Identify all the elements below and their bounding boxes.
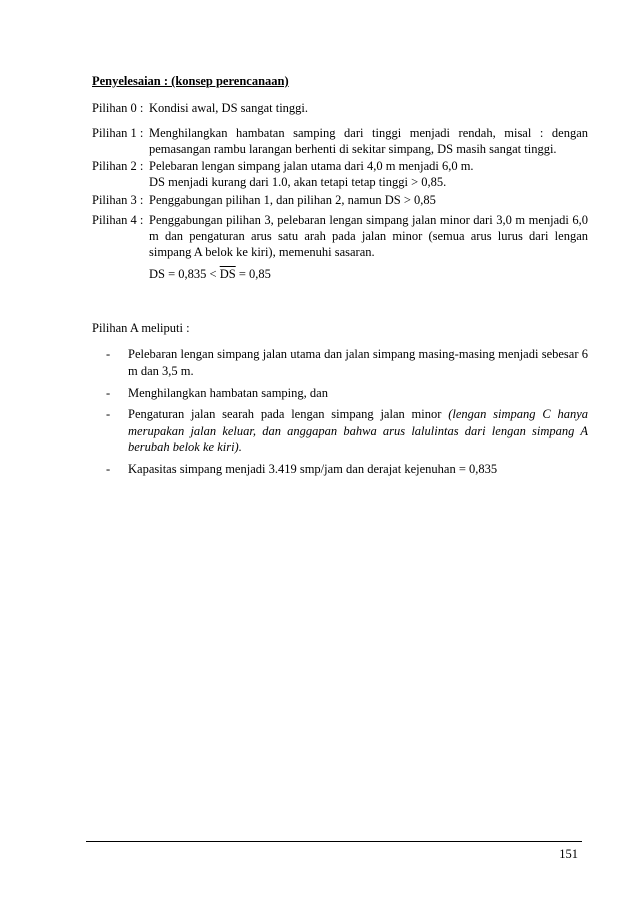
bullet-text-italic: (lengan simpang C hanya merupakan jalan keluar, dan anggapan bahwa arus lalulintas dari lengan simpang A berubah belok ke kiri).: [128, 407, 589, 454]
bullet-item: [92, 346, 588, 379]
section-heading: Penyelesaian : (konsep perencanaan): [92, 74, 289, 88]
ds-equation: [149, 266, 271, 282]
option-3-text: Penggabungan pilihan 1, dan pilihan 2, namun DS > 0,85: [149, 193, 436, 207]
bullet-dash: -: [106, 462, 111, 476]
option-4-text: Penggabungan pilihan 3, pelebaran lengan simpang jalan minor dari 3,0 m menjadi 6,0 m dan pengaturan arus satu arah pada jalan minor (semua arus lurus dari lengan simpang A belok ke kiri), memenuhi sasaran.: [149, 213, 588, 259]
bullet-dash: -: [106, 407, 111, 421]
option-0: [92, 100, 588, 116]
option-1: [92, 125, 588, 157]
bullet-text-normal: Pengaturan jalan searah pada lengan simpang jalan minor: [128, 407, 442, 421]
bullet-item: [92, 461, 588, 478]
pilihan-a-intro: Pilihan A meliputi :: [92, 321, 190, 335]
option-4-label: Pilihan 4 :: [92, 213, 144, 227]
ds-equation-overline-term: $\overline{DS}$: [219, 267, 236, 281]
bullet-item: [92, 406, 588, 456]
bullet-text: Menghilangkan hambatan samping, dan: [128, 386, 328, 400]
bullet-text: [128, 406, 588, 456]
ds-equation-right: = 0,85: [238, 267, 271, 281]
option-2: [92, 158, 588, 190]
option-2-text-line-2: DS menjadi kurang dari 1.0, akan tetapi tetap tinggi > 0,85.: [149, 175, 447, 189]
option-2-label: Pilihan 2 :: [92, 159, 144, 173]
bullet-text: Pelebaran lengan simpang jalan utama dan jalan simpang masing-masing menjadi sebesar 6 m dan 3,5 m.: [128, 347, 588, 378]
option-3-label: Pilihan 3 :: [92, 193, 144, 207]
bullet-text: Kapasitas simpang menjadi 3.419 smp/jam dan derajat kejenuhan = 0,835: [128, 462, 498, 476]
option-2-text-line-1: Pelebaran lengan simpang jalan utama dari 4,0 m menjadi 6,0 m.: [149, 159, 474, 173]
page-number: 151: [559, 847, 578, 861]
option-1-text: Menghilangkan hambatan samping dari tinggi menjadi rendah, misal : dengan pemasangan rambu larangan berhenti di sekitar simpang, DS masih sangat tinggi.: [149, 126, 588, 156]
bullet-dash: -: [106, 386, 111, 400]
footer-divider: [86, 841, 582, 842]
bullet-dash: -: [106, 347, 111, 361]
option-0-label: Pilihan 0 :: [92, 101, 144, 115]
option-0-text: Kondisi awal, DS sangat tinggi.: [149, 101, 309, 115]
option-4: [92, 212, 588, 260]
ds-equation-left: DS = 0,835 <: [149, 267, 217, 281]
option-3: [92, 192, 588, 208]
option-1-label: Pilihan 1 :: [92, 126, 144, 140]
bullet-item: [92, 385, 588, 402]
